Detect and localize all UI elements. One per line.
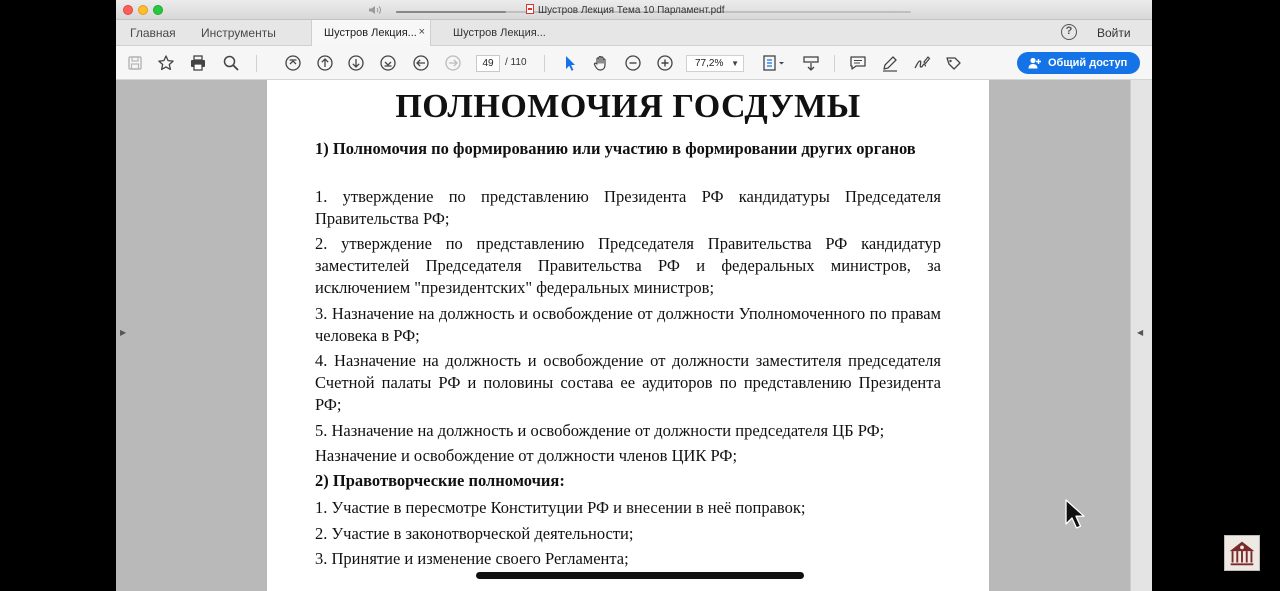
document-tab-label: Шустров Лекция... (453, 27, 546, 39)
pdf-file-icon (526, 4, 534, 14)
tab-bar (116, 20, 1152, 46)
document-tab[interactable] (441, 20, 561, 46)
arrow-down-icon[interactable] (347, 54, 365, 72)
list-item: 5. Назначение на должность и освобождение от должности председателя ЦБ РФ; (315, 421, 885, 440)
print-icon[interactable] (189, 54, 207, 72)
list-item: 2. утверждение по представлению Председателя Правительства РФ кандидатур заместителей Председателя Правительства РФ и федеральных министров, за исключением "президентских" федеральных министров; (315, 234, 941, 297)
close-tab-icon[interactable]: × (418, 26, 425, 38)
document-tab-active[interactable] (311, 20, 431, 46)
list-item: 3. Назначение на должность и освобождение от должности Уполномоченного по правам человека в РФ; (315, 304, 941, 345)
arrow-up-icon[interactable] (316, 54, 334, 72)
list-item: 3. Принятие и изменение своего Регламента; (315, 549, 629, 568)
list-item: 4. Назначение на должность и освобождение от должности заместителя председателя Счетной палаты РФ и половины состава ее аудиторов по представлению Президента РФ; (315, 351, 941, 414)
page-display-icon[interactable] (761, 54, 787, 72)
volume-icon[interactable] (368, 5, 382, 15)
window-maximize-button[interactable] (153, 5, 163, 15)
share-button[interactable] (1017, 52, 1140, 74)
list-item: 1. Участие в пересмотре Конституции РФ и внесении в неё поправок; (315, 498, 806, 517)
hand-icon[interactable] (592, 54, 610, 72)
list-item: 2. Участие в законотворческой деятельности; (315, 524, 634, 543)
forward-icon[interactable] (444, 54, 462, 72)
university-logo-icon (1224, 535, 1260, 571)
section-heading: 1) Полномочия по формированию или участию в формировании других органов (315, 139, 916, 158)
tab-home[interactable]: Главная (130, 26, 176, 40)
left-panel-toggle-icon[interactable]: ▶ (120, 328, 127, 337)
document-viewport[interactable] (116, 80, 1152, 591)
save-icon[interactable] (126, 54, 144, 72)
page-number-input[interactable]: 49 (476, 55, 500, 72)
home-indicator[interactable] (476, 572, 804, 579)
list-item: Назначение и освобождение от должности членов ЦИК РФ; (315, 446, 738, 465)
zoom-select[interactable] (686, 55, 744, 72)
pen-icon[interactable] (881, 54, 899, 72)
chevron-down-icon: ▼ (731, 59, 739, 68)
scroll-icon[interactable] (802, 54, 820, 72)
sign-icon[interactable] (913, 54, 931, 72)
sign-in-link[interactable]: Войти (1097, 26, 1131, 40)
star-icon[interactable] (157, 54, 175, 72)
select-pointer-icon[interactable] (561, 54, 579, 72)
page-down-icon[interactable] (379, 54, 397, 72)
zoom-in-icon[interactable] (656, 54, 674, 72)
pdf-reader-window (116, 0, 1152, 591)
window-close-button[interactable] (123, 5, 133, 15)
zoom-out-icon[interactable] (624, 54, 642, 72)
help-icon[interactable]: ? (1061, 24, 1077, 40)
page-title: ПОЛНОМОЧИЯ ГОСДУМЫ (395, 88, 861, 125)
tab-tools[interactable]: Инструменты (201, 26, 276, 40)
document-tab-label: Шустров Лекция... (324, 27, 417, 39)
toolbar-divider (834, 55, 835, 72)
add-user-icon (1028, 57, 1041, 69)
page-up-icon[interactable] (284, 54, 302, 72)
page-total: / 110 (505, 57, 527, 68)
toolbar-divider (544, 55, 545, 72)
comment-icon[interactable] (849, 54, 867, 72)
back-icon[interactable] (412, 54, 430, 72)
title-bar (116, 0, 1152, 20)
window-title-text: Шустров Лекция Тема 10 Парламент.pdf (538, 5, 725, 16)
search-icon[interactable] (222, 54, 240, 72)
scrub-progress (396, 11, 506, 13)
pdf-page (267, 80, 989, 591)
toolbar-divider (256, 55, 257, 72)
section-heading: 2) Правотворческие полномочия: (315, 471, 565, 490)
share-label: Общий доступ (1048, 57, 1128, 69)
stamp-icon[interactable] (945, 54, 963, 72)
toolbar (116, 46, 1152, 80)
window-minimize-button[interactable] (138, 5, 148, 15)
window-title (526, 4, 725, 16)
right-panel (1130, 80, 1152, 591)
zoom-value: 77,2% (695, 58, 724, 69)
list-item: 1. утверждение по представлению Президента РФ кандидатуры Председателя Правительства РФ; (315, 187, 941, 228)
mouse-cursor-icon (1064, 499, 1086, 531)
right-panel-toggle-icon[interactable]: ◀ (1137, 328, 1144, 337)
